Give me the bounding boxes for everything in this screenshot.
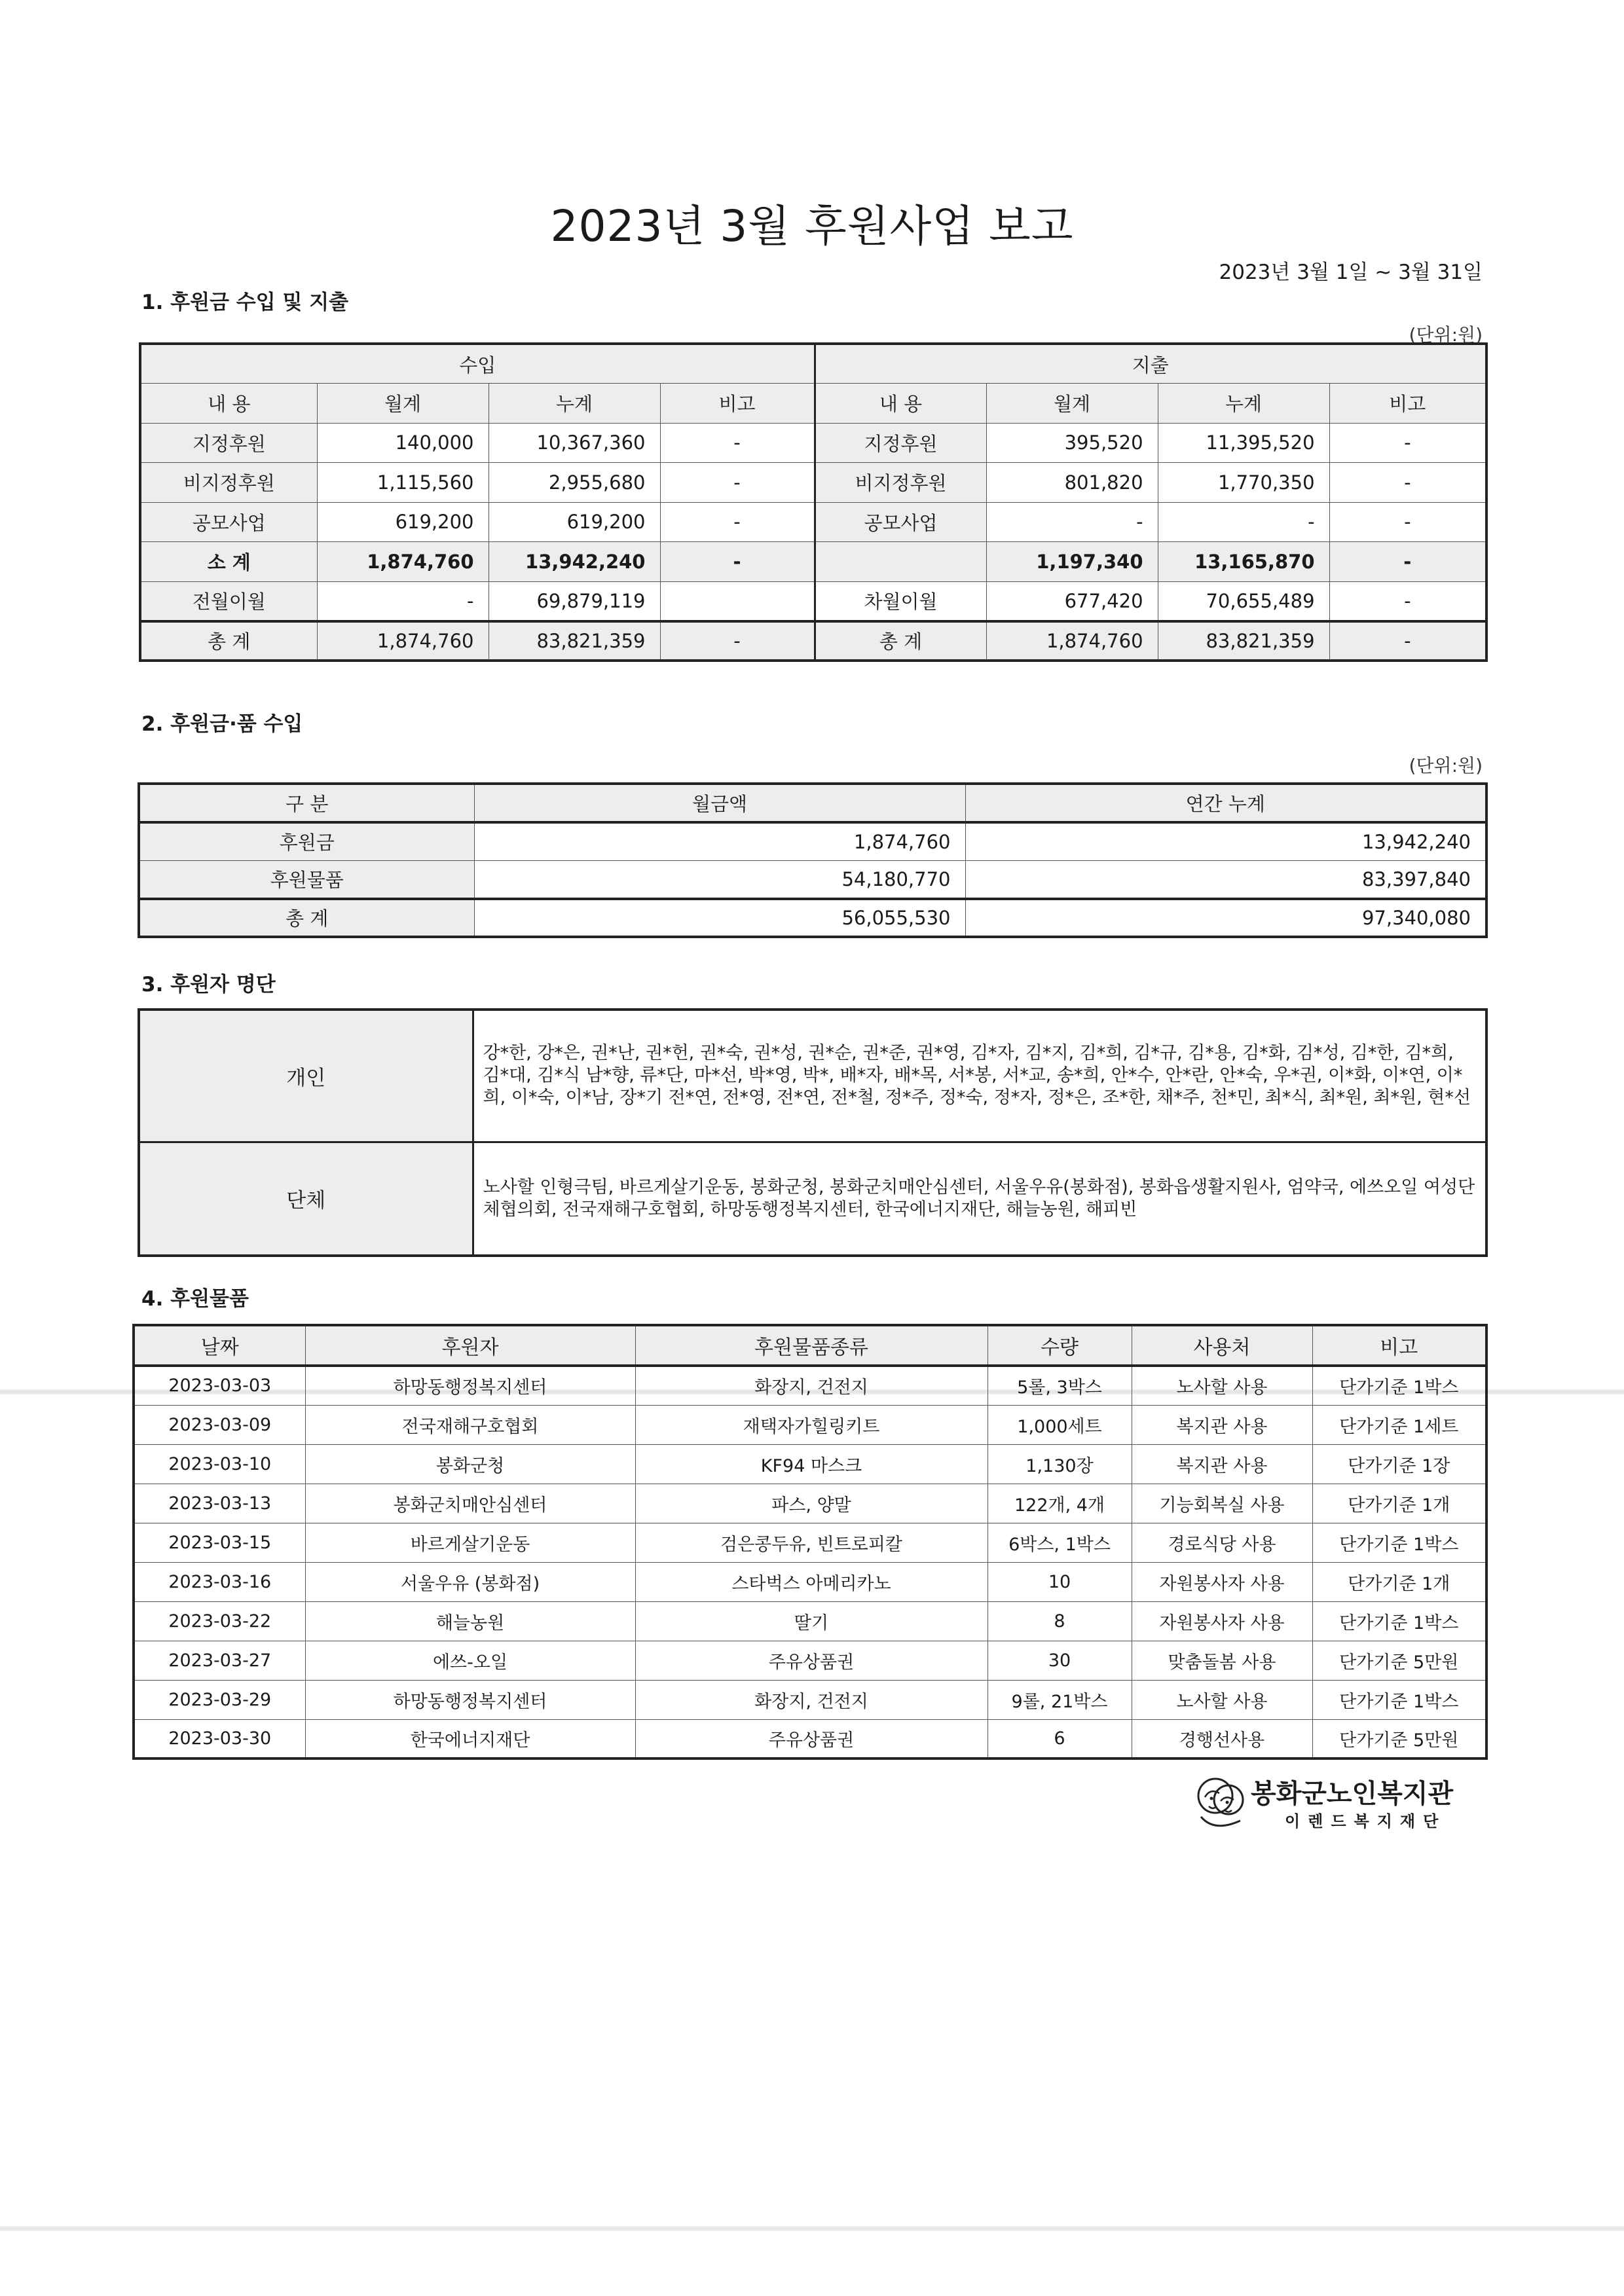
table-cell: 1,874,760 [474,822,965,861]
table-cell: 677,420 [986,581,1158,621]
table-cell: 97,340,080 [965,899,1486,938]
column-header: 내 용 [140,384,317,424]
table-header-row [134,1325,1486,1366]
donor-names: 노사할 인형극팀, 바르게살기운동, 봉화군청, 봉화군치매안심센터, 서울우유(봉화점), 봉화읍생활지원사, 엄약국, 에쓰오일 여성단체협의회, 전국재해구호협회, 하망동행정복지센터, 한국에너지재단, 해늘농원, 해피빈 [473,1142,1486,1256]
table-row [140,581,1486,621]
table-cell: 하망동행정복지센터 [305,1680,635,1719]
org-name: 봉화군노인복지관 [1251,1779,1454,1809]
donor-row-group [139,1142,1486,1256]
table-cell: 단가기준 1장 [1312,1444,1486,1484]
table-cell: 13,942,240 [489,542,660,582]
table-cell: 화장지, 건전지 [635,1366,987,1405]
table-cell: 서울우유 (봉화점) [305,1562,635,1601]
table-header-group [140,344,1486,384]
total-row [139,899,1486,938]
table-cell: 6박스, 1박스 [987,1523,1132,1562]
table-row [134,1366,1486,1405]
table-cell: 한국에너지재단 [305,1719,635,1758]
table-cell: 1,874,760 [317,542,489,582]
table-cell: 83,821,359 [1158,621,1329,661]
table-cell: 봉화군청 [305,1444,635,1484]
row-label: 차월이월 [815,581,986,621]
row-label: 전월이월 [140,581,317,621]
section-2-unit: (단위:원) [1409,755,1483,776]
table-cell: 619,200 [317,502,489,542]
column-header: 월계 [317,384,489,424]
table-cell: 2023-03-29 [134,1680,305,1719]
donor-category-label: 개인 [139,1010,473,1142]
table-cell: 5롤, 3박스 [987,1366,1132,1405]
column-header: 수량 [987,1325,1132,1366]
section-3-title: 3. 후원자 명단 [141,973,276,996]
table-cell: 69,879,119 [489,581,660,621]
table-cell: - [660,542,815,582]
table-cell: 140,000 [317,423,489,463]
table-cell: 복지관 사용 [1132,1444,1312,1484]
table-header-row [139,784,1486,822]
table-cell: 30 [987,1641,1132,1680]
table-cell: KF94 마스크 [635,1444,987,1484]
donor-list-table [138,1008,1488,1257]
table-cell: - [660,463,815,503]
table-cell: 2023-03-15 [134,1523,305,1562]
table-cell: - [1329,542,1486,582]
table-cell: 해늘농원 [305,1601,635,1641]
row-label: 공모사업 [815,502,986,542]
table-cell: 1,770,350 [1158,463,1329,503]
page-title: 2023년 3월 후원사업 보고 [550,201,1074,251]
table-cell: 단가기준 1개 [1312,1562,1486,1601]
table-cell: 단가기준 1개 [1312,1484,1486,1523]
table-row [134,1444,1486,1484]
table-cell: 56,055,530 [474,899,965,938]
expense-header: 지출 [815,344,1486,384]
column-header: 날짜 [134,1325,305,1366]
table-cell: 54,180,770 [474,860,965,899]
table-cell: 자원봉사자 사용 [1132,1562,1312,1601]
table-cell: 화장지, 건전지 [635,1680,987,1719]
table-row [134,1680,1486,1719]
column-header: 비고 [1312,1325,1486,1366]
table-cell: 경로식당 사용 [1132,1523,1312,1562]
table-cell: 70,655,489 [1158,581,1329,621]
column-header: 누계 [489,384,660,424]
donated-goods-table [132,1324,1488,1760]
donation-summary-table [138,782,1488,938]
table-cell: - [660,621,815,661]
section-2-title: 2. 후원금·품 수입 [141,712,303,736]
table-cell: - [1329,463,1486,503]
table-cell: 1,874,760 [317,621,489,661]
total-row [140,621,1486,661]
column-header: 누계 [1158,384,1329,424]
table-cell: 13,942,240 [965,822,1486,861]
table-row [134,1641,1486,1680]
section-1-unit: (단위:원) [1409,324,1483,346]
table-cell: 주유상품권 [635,1641,987,1680]
table-cell: 단가기준 5만원 [1312,1719,1486,1758]
table-cell: - [1329,423,1486,463]
column-header: 사용처 [1132,1325,1312,1366]
row-label: 비지정후원 [140,463,317,503]
table-cell: 하망동행정복지센터 [305,1366,635,1405]
table-cell: 단가기준 1세트 [1312,1405,1486,1444]
table-cell: 1,130장 [987,1444,1132,1484]
table-cell: 801,820 [986,463,1158,503]
column-header: 비고 [1329,384,1486,424]
table-cell: 맞춤돌봄 사용 [1132,1641,1312,1680]
table-cell: - [1158,502,1329,542]
table-cell: 에쓰-오일 [305,1641,635,1680]
table-row [140,463,1486,503]
column-header: 연간 누계 [965,784,1486,822]
donor-row-individual [139,1010,1486,1142]
table-cell: 13,165,870 [1158,542,1329,582]
table-cell: 83,821,359 [489,621,660,661]
column-header: 후원물품종류 [635,1325,987,1366]
table-cell: 단가기준 1박스 [1312,1601,1486,1641]
row-label: 후원금 [139,822,474,861]
table-cell: 2023-03-10 [134,1444,305,1484]
table-cell: - [1329,581,1486,621]
table-cell: 주유상품권 [635,1719,987,1758]
donor-category-label: 단체 [139,1142,473,1256]
section-1-title: 1. 후원금 수입 및 지출 [141,291,349,314]
column-header: 구 분 [139,784,474,822]
row-label [815,542,986,582]
table-cell: - [660,423,815,463]
table-row [134,1405,1486,1444]
table-cell: 단가기준 1박스 [1312,1523,1486,1562]
income-expense-table [139,342,1488,662]
table-cell: 1,000세트 [987,1405,1132,1444]
table-cell: 재택자가힐링키트 [635,1405,987,1444]
row-label: 비지정후원 [815,463,986,503]
row-label: 지정후원 [140,423,317,463]
table-cell: 2023-03-16 [134,1562,305,1601]
table-cell: 봉화군치매안심센터 [305,1484,635,1523]
table-row [139,822,1486,861]
table-cell: 619,200 [489,502,660,542]
column-header: 후원자 [305,1325,635,1366]
table-cell: 395,520 [986,423,1158,463]
column-header: 월금액 [474,784,965,822]
income-header: 수입 [140,344,815,384]
table-row [139,860,1486,899]
subtotal-row [140,542,1486,582]
column-header: 비고 [660,384,815,424]
table-cell: - [660,502,815,542]
table-row [140,423,1486,463]
table-cell: 2023-03-30 [134,1719,305,1758]
table-cell [660,581,815,621]
table-cell: 복지관 사용 [1132,1405,1312,1444]
table-row [134,1484,1486,1523]
table-cell: 1,115,560 [317,463,489,503]
scan-artifact-line [0,2226,1624,2231]
table-cell: 경행선사용 [1132,1719,1312,1758]
table-cell: 파스, 양말 [635,1484,987,1523]
table-cell: 검은콩두유, 빈트로피칼 [635,1523,987,1562]
table-cell: - [317,581,489,621]
table-cell: 단가기준 1박스 [1312,1366,1486,1405]
table-cell: 딸기 [635,1601,987,1641]
table-cell: 기능회복실 사용 [1132,1484,1312,1523]
table-row [134,1562,1486,1601]
table-cell: 스타벅스 아메리카노 [635,1562,987,1601]
row-label: 총 계 [140,621,317,661]
table-cell: 2023-03-09 [134,1405,305,1444]
table-cell: 2,955,680 [489,463,660,503]
row-label: 공모사업 [140,502,317,542]
row-label: 후원물품 [139,860,474,899]
table-cell: 1,874,760 [986,621,1158,661]
table-cell: 6 [987,1719,1132,1758]
table-row [134,1601,1486,1641]
table-cell: 2023-03-03 [134,1366,305,1405]
column-header: 월계 [986,384,1158,424]
row-label: 총 계 [815,621,986,661]
table-cell: 전국재해구호협회 [305,1405,635,1444]
table-cell: 9롤, 21박스 [987,1680,1132,1719]
section-4-title: 4. 후원물품 [141,1287,249,1311]
elderly-couple-logo-icon [1192,1771,1251,1834]
table-cell: 1,197,340 [986,542,1158,582]
table-header-row [140,384,1486,424]
table-cell: 8 [987,1601,1132,1641]
table-cell: - [1329,502,1486,542]
table-cell: 노사할 사용 [1132,1366,1312,1405]
org-foundation: 이렌드복지재단 [1285,1812,1447,1831]
table-cell: 83,397,840 [965,860,1486,899]
table-row [134,1719,1486,1758]
row-label: 총 계 [139,899,474,938]
table-cell: 2023-03-13 [134,1484,305,1523]
table-cell: 10,367,360 [489,423,660,463]
table-cell: 2023-03-22 [134,1601,305,1641]
table-cell: 바르게살기운동 [305,1523,635,1562]
table-cell: 11,395,520 [1158,423,1329,463]
table-row [134,1523,1486,1562]
table-cell: - [986,502,1158,542]
table-cell: 10 [987,1562,1132,1601]
table-cell: 자원봉사자 사용 [1132,1601,1312,1641]
table-cell: 2023-03-27 [134,1641,305,1680]
row-label: 소 계 [140,542,317,582]
report-period: 2023년 3월 1일 ~ 3월 31일 [1219,261,1483,284]
table-cell: 단가기준 5만원 [1312,1641,1486,1680]
row-label: 지정후원 [815,423,986,463]
column-header: 내 용 [815,384,986,424]
table-cell: - [1329,621,1486,661]
table-cell: 122개, 4개 [987,1484,1132,1523]
table-row [140,502,1486,542]
donor-names: 강*한, 강*은, 권*난, 권*헌, 권*숙, 권*성, 권*순, 권*준, 권*영, 김*자, 김*지, 김*희, 김*규, 김*용, 김*화, 김*성, 김*한, 김*희, 김*대, 김*식 남*향, 류*단, 마*선, 박*영, 박*, 배*자, 배*목, 서*봉, 서*교, 송*희, 안*수, 안*란, 안*숙, 우*권, 이*화, 이*연, 이*희, 이*숙, 이*남, 장*기 전*연, 전*영, 전*연, 전*철, 정*주, 정*숙, 정*자, 정*은, 조*한, 채*주, 천*민, 최*식, 최*원, 최*원, 현*선 [473,1010,1486,1142]
table-cell: 노사할 사용 [1132,1680,1312,1719]
table-cell: 단가기준 1박스 [1312,1680,1486,1719]
